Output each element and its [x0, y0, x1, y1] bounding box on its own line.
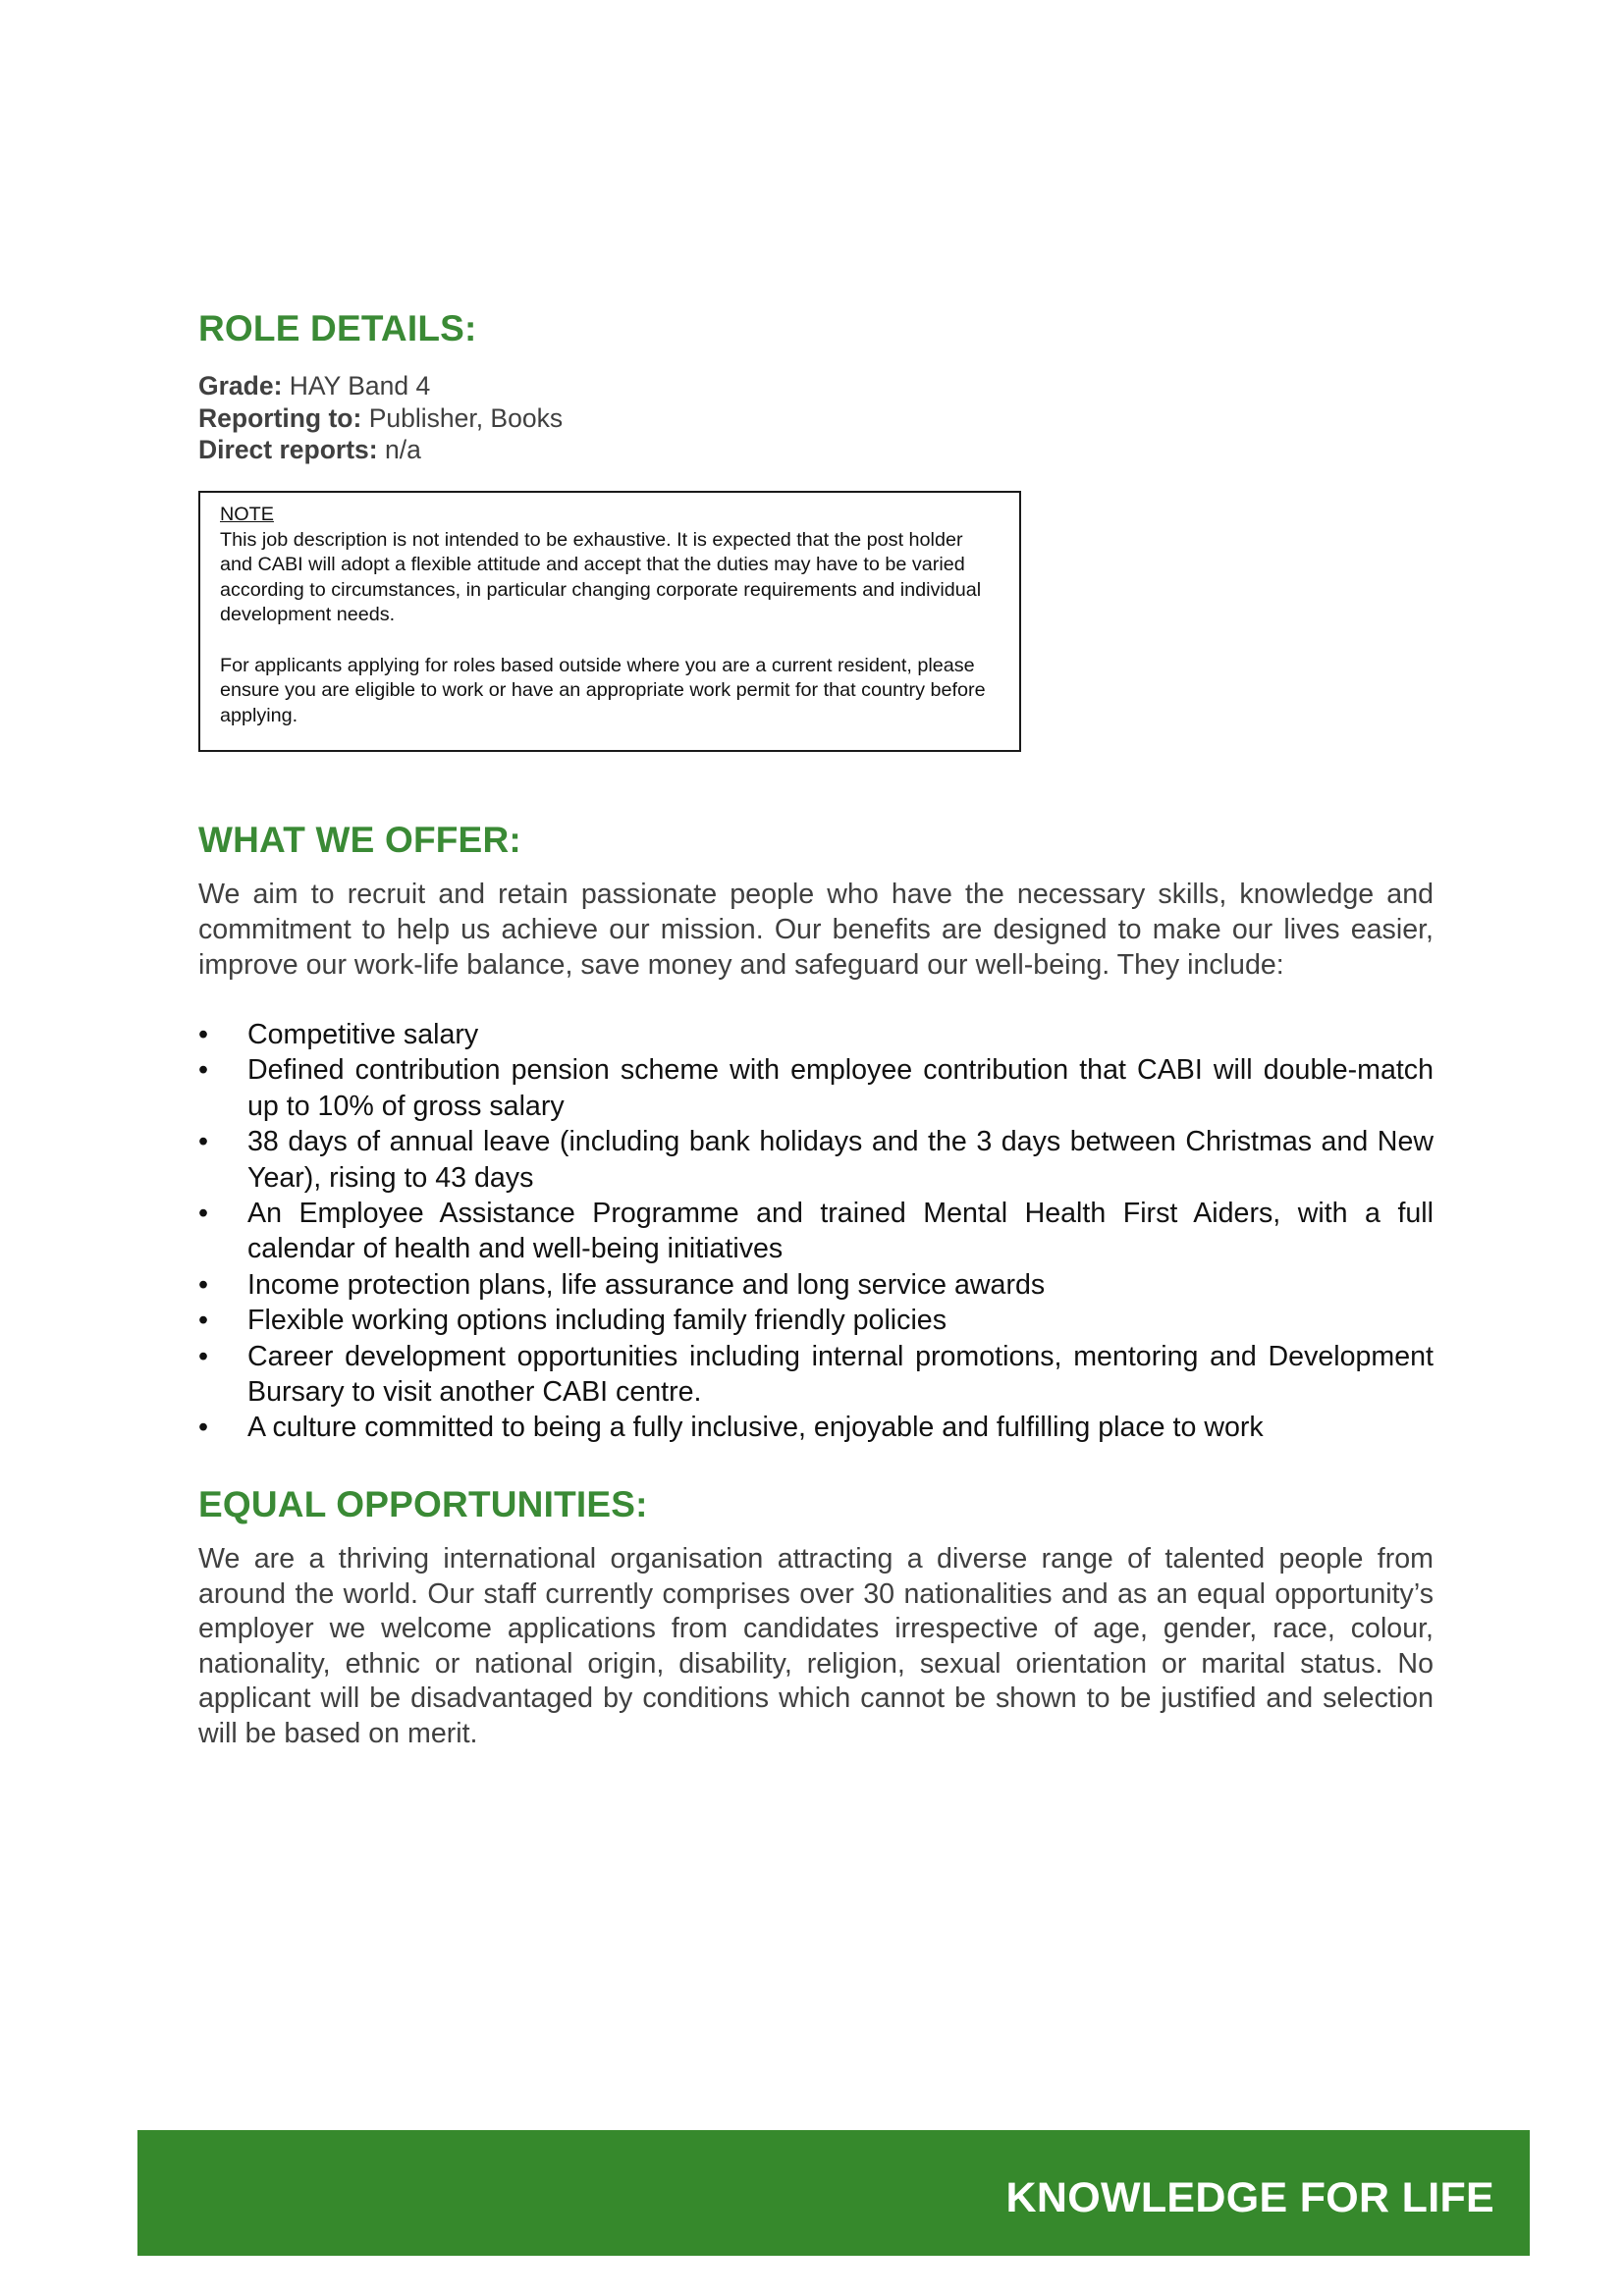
benefit-item [198, 1410, 1434, 1445]
what-we-offer-heading: WHAT WE OFFER: [198, 820, 521, 860]
benefit-text: Income protection plans, life assurance and long service awards [247, 1268, 1046, 1301]
benefits-list [198, 1017, 1434, 1446]
bullet-icon: • [198, 1054, 209, 1087]
bullet-icon: • [198, 1305, 209, 1337]
reporting-value: Publisher, Books [361, 402, 564, 433]
grade-label: Grade: [198, 371, 283, 400]
benefit-text: 38 days of annual leave (including bank holidays and the 3 days between Christmas and New Year), rising to 43 days [247, 1126, 1434, 1194]
role-meta [198, 370, 563, 466]
bullet-icon: • [198, 1340, 209, 1372]
direct-reports-line [198, 434, 563, 466]
bullet-icon: • [198, 1126, 209, 1158]
benefit-text: An Employee Assistance Programme and trained Mental Health First Aiders, with a full calendar of health and well-being initiatives [247, 1198, 1434, 1265]
grade-line [198, 370, 563, 402]
benefit-text: Defined contribution pension scheme with employee contribution that CABI will double-match up to 10% of gross salary [247, 1054, 1434, 1122]
benefit-item [198, 1196, 1434, 1267]
equal-opportunities-paragraph: We are a thriving international organisation attracting a diverse range of talented people from around the world. Our staff currently comprises over 30 nationalities and as an equal opportunity’s employer we welcome applications from candidates irrespective of age, gender, race, colour, nationality, ethnic or national origin, disability, religion, sexual orientation or marital status. No applicant will be disadvantaged by conditions which cannot be shown to be justified and selection will be based on merit. [198, 1543, 1434, 1749]
benefit-text: Competitive salary [247, 1019, 479, 1050]
footer-band [137, 2130, 1530, 2256]
benefit-text: Career development opportunities including internal promotions, mentoring and Development Bursary to visit another CABI centre. [247, 1340, 1434, 1409]
benefit-item [198, 1052, 1434, 1124]
bullet-icon: • [198, 1268, 209, 1301]
benefit-item [198, 1339, 1434, 1411]
reporting-label: Reporting to: [198, 402, 362, 433]
bullet-icon: • [198, 1198, 209, 1230]
note-title: NOTE [220, 504, 274, 525]
equal-opportunities-heading: EQUAL OPPORTUNITIES: [198, 1484, 648, 1524]
benefit-item [198, 1267, 1434, 1303]
note-box [198, 491, 1021, 752]
footer-tagline: KNOWLEDGE FOR LIFE [1005, 2174, 1494, 2221]
grade-value: HAY Band 4 [282, 371, 431, 400]
benefit-item [198, 1124, 1434, 1196]
note-paragraph-1: This job description is not intended to be exhaustive. It is expected that the post holder and CABI will adopt a flexible attitude and accept that the duties may have to be varied according to circumstances, in particular changing corporate requirements and individual development needs. [220, 528, 982, 626]
reporting-line [198, 402, 563, 435]
direct-reports-value: n/a [377, 435, 421, 464]
bullet-icon: • [198, 1412, 209, 1444]
offer-intro-paragraph: We aim to recruit and retain passionate people who have the necessary skills, knowledge and commitment to help us achieve our mission. Our benefits are designed to make our lives easier, improve our work-life balance, save money and safeguard our well-being. They include: [198, 879, 1434, 982]
benefit-text: Flexible working options including family friendly policies [247, 1305, 947, 1337]
benefit-item [198, 1303, 1434, 1338]
benefit-text: A culture committed to being a fully inclusive, enjoyable and fulfilling place to work [247, 1412, 1264, 1444]
note-paragraph-2: For applicants applying for roles based outside where you are a current resident, please ensure you are eligible to work or have an appropriate work permit for that country before applying. [220, 654, 986, 726]
bullet-icon: • [198, 1019, 209, 1050]
role-details-heading: ROLE DETAILS: [198, 308, 477, 348]
benefit-item [198, 1017, 1434, 1052]
direct-reports-label: Direct reports: [198, 435, 378, 464]
